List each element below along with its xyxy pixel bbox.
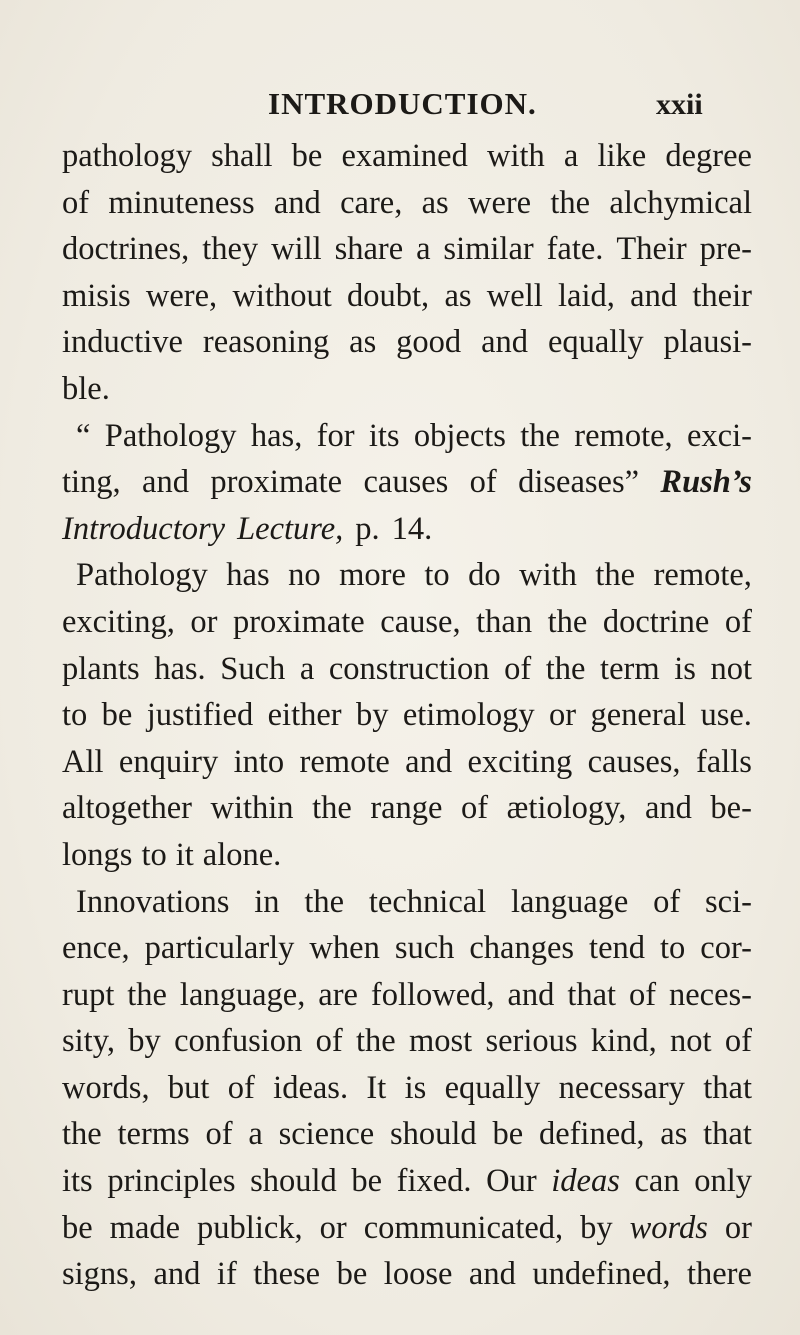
word: and (142, 464, 189, 501)
word: that (567, 976, 617, 1013)
word: undefined, (532, 1256, 671, 1293)
text-line (62, 972, 752, 1019)
word: the (312, 790, 352, 827)
word: and (468, 1256, 516, 1293)
word: has. (154, 650, 206, 687)
word: Introductory (62, 510, 226, 547)
word: the (355, 1023, 396, 1060)
word: its (62, 1163, 93, 1200)
word: the (550, 184, 591, 221)
word: its (368, 417, 400, 454)
word: or (549, 697, 577, 734)
text-line (62, 785, 752, 832)
word: by (128, 1023, 161, 1060)
running-head-title: INTRODUCTION. (268, 86, 537, 121)
word: as (660, 1116, 688, 1153)
word: the (127, 976, 167, 1013)
word: either (267, 697, 342, 734)
text-line (62, 1111, 752, 1158)
word: and (644, 790, 692, 827)
body-text (62, 133, 752, 1298)
word: general (590, 697, 687, 734)
word: kind, (590, 1023, 657, 1060)
word: not (710, 650, 752, 687)
word: inductive (62, 324, 183, 361)
word: as (349, 324, 377, 361)
word: necessary (558, 1069, 685, 1106)
word: rupt (62, 976, 115, 1013)
word: Pathology (76, 557, 208, 594)
word: doctrine (602, 603, 710, 640)
word: ence, (62, 930, 130, 967)
word: than (476, 603, 533, 640)
text-line (62, 366, 752, 413)
word: if (216, 1256, 237, 1293)
word: Our (486, 1163, 537, 1200)
word: misis (62, 277, 131, 314)
word: more (339, 557, 406, 594)
word: of (653, 883, 681, 920)
word: without (232, 277, 332, 314)
word: only (694, 1163, 752, 1200)
text-line (62, 739, 752, 786)
text-line (62, 319, 752, 366)
word: loose (383, 1256, 453, 1293)
word: tend (589, 930, 646, 967)
word: Such (220, 650, 286, 687)
word: shall (211, 138, 273, 174)
word: were, (145, 277, 218, 314)
word: the (62, 1116, 102, 1153)
word: the (545, 650, 586, 687)
word: care, (340, 184, 403, 221)
word: altogether (62, 790, 192, 827)
word: remote, (653, 557, 752, 594)
word: cor- (700, 930, 752, 967)
word: as (421, 184, 449, 221)
word: of (504, 650, 532, 687)
word: of (315, 1023, 343, 1060)
word: degree (665, 138, 752, 174)
word: a (416, 231, 431, 268)
word: when (309, 930, 380, 967)
word: no (288, 557, 321, 594)
word: the (304, 883, 345, 920)
word: principles (107, 1163, 236, 1200)
word: into (233, 743, 285, 780)
word: pre- (699, 231, 752, 268)
word: in (254, 883, 280, 920)
word: Their (616, 231, 687, 268)
word: their (692, 277, 752, 314)
word: there (686, 1256, 752, 1293)
word: minuteness (108, 184, 255, 221)
word: made (109, 1209, 181, 1246)
word: doctrines, (62, 231, 190, 268)
word: defined, (538, 1116, 645, 1153)
word: or (190, 603, 218, 640)
word: objects (413, 417, 506, 454)
text-line (62, 879, 752, 926)
word: “ (76, 417, 91, 454)
word: etimology (402, 697, 535, 734)
word: be (336, 1256, 368, 1293)
word: and (481, 324, 529, 361)
text-line (62, 1205, 752, 1252)
word: science (278, 1116, 375, 1153)
word: fixed. (396, 1163, 472, 1200)
word: justified (146, 697, 254, 734)
word: has (226, 557, 270, 594)
word: the (520, 417, 560, 454)
text-line (62, 646, 752, 693)
word: such (394, 930, 455, 967)
word: laid, (558, 277, 615, 314)
word: ble. (62, 370, 110, 407)
word: to (62, 697, 88, 734)
word: can (634, 1163, 680, 1200)
word: ideas. (273, 1069, 349, 1106)
word: doubt, (347, 277, 430, 314)
word: and (153, 1256, 201, 1293)
word: plausi- (663, 324, 752, 361)
word: remote (299, 743, 390, 780)
word: most (408, 1023, 473, 1060)
word: proximate (232, 603, 365, 640)
word: it (175, 836, 194, 873)
word: range (370, 790, 443, 827)
text-line (62, 1251, 752, 1298)
text-line (62, 413, 752, 460)
word: Lecture, (237, 510, 344, 547)
text-line (62, 692, 752, 739)
word: be (492, 1116, 524, 1153)
word: words, (62, 1069, 150, 1106)
word: that (703, 1069, 752, 1106)
word: particularly (144, 930, 295, 967)
word: a (563, 138, 579, 174)
running-head (0, 86, 800, 126)
word: followed, (370, 976, 495, 1013)
text-line (62, 180, 752, 227)
word: do (468, 557, 501, 594)
word: technical (368, 883, 487, 920)
word: of (227, 1069, 255, 1106)
text-line (62, 1018, 752, 1065)
word: equally (547, 324, 644, 361)
word: to (660, 930, 686, 967)
word: equally (444, 1069, 541, 1106)
text-line (62, 226, 752, 273)
word: of (628, 976, 657, 1013)
word: Rush’s (660, 464, 752, 501)
text-line (62, 925, 752, 972)
word: diseases” (518, 464, 640, 501)
word: language (511, 883, 629, 920)
text-line (62, 599, 752, 646)
word: of (461, 790, 489, 827)
word: All (62, 743, 104, 780)
word: examined (341, 138, 468, 174)
word: for (316, 417, 355, 454)
word: of (469, 464, 497, 501)
word: signs, (62, 1256, 137, 1293)
word: they (202, 231, 259, 268)
word: will (271, 231, 322, 268)
word: of (724, 603, 752, 640)
word: should (250, 1163, 337, 1200)
word: the (595, 557, 636, 594)
word: a (299, 650, 315, 687)
word: be- (710, 790, 752, 827)
word: serious (485, 1023, 578, 1060)
word: should (390, 1116, 477, 1153)
word: that (703, 1116, 752, 1153)
word: cause, (380, 603, 461, 640)
word: causes (363, 464, 449, 501)
word: changes (469, 930, 575, 967)
word: be (351, 1163, 383, 1200)
word: construction (328, 650, 490, 687)
word: 14. (391, 510, 433, 547)
word: neces- (668, 976, 752, 1013)
word: within (210, 790, 294, 827)
word: sity, (62, 1023, 115, 1060)
word: by (580, 1209, 613, 1246)
word: ting, (62, 464, 121, 501)
word: and (273, 184, 321, 221)
word: proximate (210, 464, 343, 501)
word: plants (62, 650, 140, 687)
word: and (630, 277, 678, 314)
word: Innovations (76, 883, 230, 920)
text-line (62, 832, 752, 879)
word: publick, (197, 1209, 303, 1246)
page-number: xxii (656, 88, 703, 121)
word: is (674, 650, 696, 687)
text-line (62, 552, 752, 599)
word: not (670, 1023, 712, 1060)
word: of (62, 184, 90, 221)
text-line (62, 133, 752, 180)
word: is (404, 1069, 427, 1106)
word: use. (700, 697, 752, 734)
word: language, (179, 976, 306, 1013)
word: be (101, 697, 133, 734)
word: remote, (574, 417, 673, 454)
word: alchymical (609, 184, 752, 221)
word: good (396, 324, 462, 361)
word: alone. (202, 836, 282, 873)
text-line (62, 459, 752, 506)
word: pathology (62, 138, 192, 174)
text-line (62, 506, 752, 553)
word: as (444, 277, 472, 314)
word: of (205, 1116, 233, 1153)
word: like (597, 138, 647, 174)
word: to (424, 557, 450, 594)
word: share (334, 231, 404, 268)
word: the (547, 603, 588, 640)
word: longs (62, 836, 133, 873)
word: to (141, 836, 167, 873)
word: well (486, 277, 543, 314)
word: and (405, 743, 453, 780)
word: reasoning (202, 324, 330, 361)
word: words (629, 1209, 708, 1246)
word: and (507, 976, 555, 1013)
word: confusion (174, 1023, 303, 1060)
word: p. (355, 510, 380, 547)
word: exci- (686, 417, 752, 454)
word: were (467, 184, 532, 221)
word: a (248, 1116, 263, 1153)
word: It (366, 1069, 387, 1106)
word: exciting, (62, 603, 175, 640)
word: Pathology (104, 417, 237, 454)
word: ætiology, (506, 790, 627, 827)
word: exciting (467, 743, 573, 780)
word: fate. (546, 231, 604, 268)
word: sci- (705, 883, 752, 920)
word: has, (250, 417, 303, 454)
text-line (62, 1065, 752, 1112)
word: by (355, 697, 389, 734)
word: term (600, 650, 660, 687)
word: are (318, 976, 358, 1013)
word: or (319, 1209, 347, 1246)
word: of (724, 1023, 752, 1060)
word: with (486, 138, 545, 174)
word: be (62, 1209, 93, 1246)
word: falls (695, 743, 752, 780)
word: ideas (551, 1163, 620, 1200)
word: be (291, 138, 323, 174)
word: or (724, 1209, 752, 1246)
word: similar (443, 231, 534, 268)
word: enquiry (118, 743, 219, 780)
word: causes, (587, 743, 681, 780)
word: these (253, 1256, 321, 1293)
word: with (519, 557, 577, 594)
text-line (62, 1158, 752, 1205)
text-line (62, 273, 752, 320)
word: terms (117, 1116, 190, 1153)
word: but (167, 1069, 210, 1106)
word: communicated, (363, 1209, 564, 1246)
